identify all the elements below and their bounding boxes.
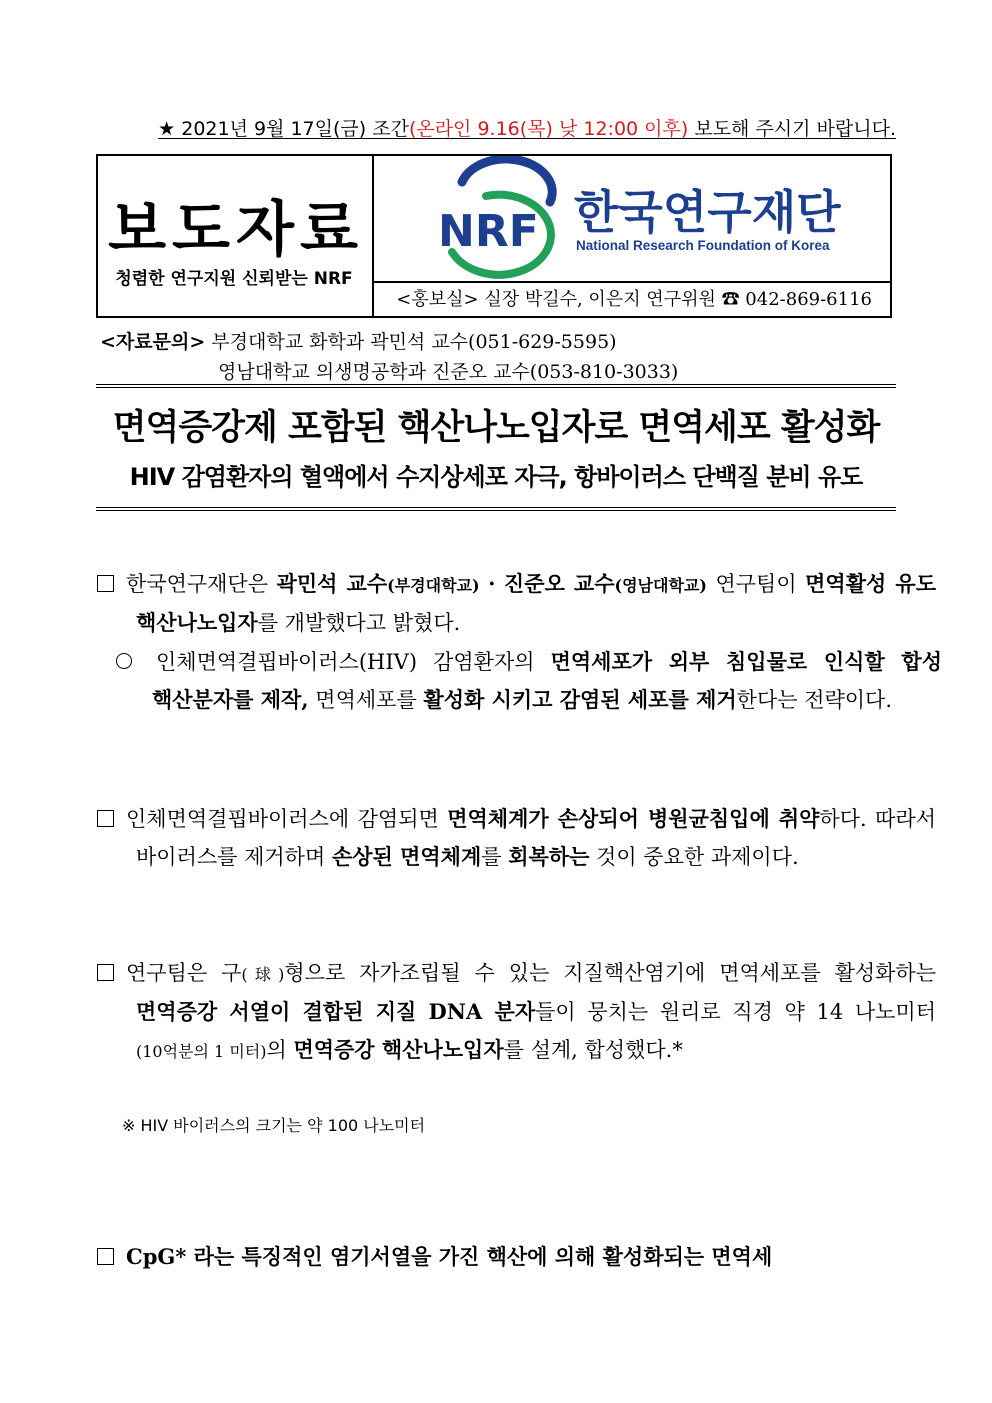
inquiry-label: <자료문의> — [100, 331, 206, 353]
press-release-title: 보도자료 — [108, 195, 364, 265]
logo-org-name-ko: 한국연구재단 — [574, 185, 841, 239]
press-label-cell — [98, 156, 374, 316]
paragraph-3: 연구팀은 구(球)형으로 자가조립될 수 있는 지질핵산염기에 면역세포를 활성화하는 면역증강 서열이 결합된 지질 DNA 분자들이 뭉치는 원리로 직경 약 14 나노미터(10억분의 1 미터)의 면역증강 핵산나노입자를 설계, 합성했다.* — [96, 955, 936, 1070]
embargo-notice — [96, 114, 896, 141]
pr-contact: <홍보실> 실장 박길수, 이은지 연구위원 ☎ 042-869-6116 — [374, 281, 890, 316]
embargo-date: ★ 2021년 9월 17일(금) 조간 — [158, 118, 409, 140]
headline-block — [96, 384, 896, 514]
press-header — [96, 154, 892, 318]
logo-org-name-en: National Research Foundation of Korea — [576, 238, 830, 253]
logo-mark-text: NRF — [438, 206, 539, 257]
circle-bullet-icon — [116, 653, 132, 669]
nrf-logo — [374, 156, 890, 281]
paragraph-1: 한국연구재단은 곽민석 교수(부경대학교) · 진준오 교수(영남대학교) 연구팀이 면역활성 유도 핵산나노입자를 개발했다고 밝혔다. — [96, 565, 936, 642]
sub-title: HIV 감염환자의 혈액에서 수지상세포 자극, 항바이러스 단백질 분비 유도 — [129, 463, 863, 491]
embargo-suffix: 보도해 주시기 바랍니다. — [688, 118, 896, 140]
paragraph-2: 인체면역결핍바이러스에 감염되면 면역체계가 손상되어 병원균침입에 취약하다. 따라서 바이러스를 제거하며 손상된 면역체계를 회복하는 것이 중요한 과제이다. — [96, 800, 936, 876]
motto: 청렴한 연구지원 신뢰받는 NRF — [115, 269, 353, 289]
headline-top-rule — [96, 384, 896, 385]
main-title: 면역증강제 포함된 핵산나노입자로 면역세포 활성화 — [112, 408, 880, 448]
headline-bottom-rule — [96, 507, 896, 508]
inquiry-contact-1: 부경대학교 화학과 곽민석 교수(051-629-5595) — [205, 331, 617, 353]
footnote: ※ HIV 바이러스의 크기는 약 100 나노미터 — [122, 1116, 426, 1135]
headline-bottom-rule-2 — [96, 510, 896, 511]
nrf-logo-graphic — [374, 156, 890, 281]
paragraph-1-detail: 인체면역결핍바이러스(HIV) 감염환자의 면역세포가 외부 침입물로 인식할 합성 핵산분자를 제작, 면역세포를 활성화 시키고 감염된 세포를 제거한다는 전략이다. — [106, 643, 942, 719]
embargo-online-time: (온라인 9.16(목) 낮 12:00 이후) — [408, 118, 689, 140]
inquiry-contact-2: 영남대학교 의생명공학과 진준오 교수(053-810-3033) — [218, 361, 679, 383]
checkbox-bullet-icon — [97, 964, 114, 981]
headline-top-rule-2 — [96, 387, 896, 388]
inquiry-block — [100, 327, 678, 387]
paragraph-4: CpG* 라는 특징적인 염기서열을 가진 핵산에 의해 활성화되는 면역세 — [96, 1238, 896, 1276]
checkbox-bullet-icon — [97, 575, 114, 592]
checkbox-bullet-icon — [97, 1248, 114, 1265]
checkbox-bullet-icon — [97, 810, 114, 827]
